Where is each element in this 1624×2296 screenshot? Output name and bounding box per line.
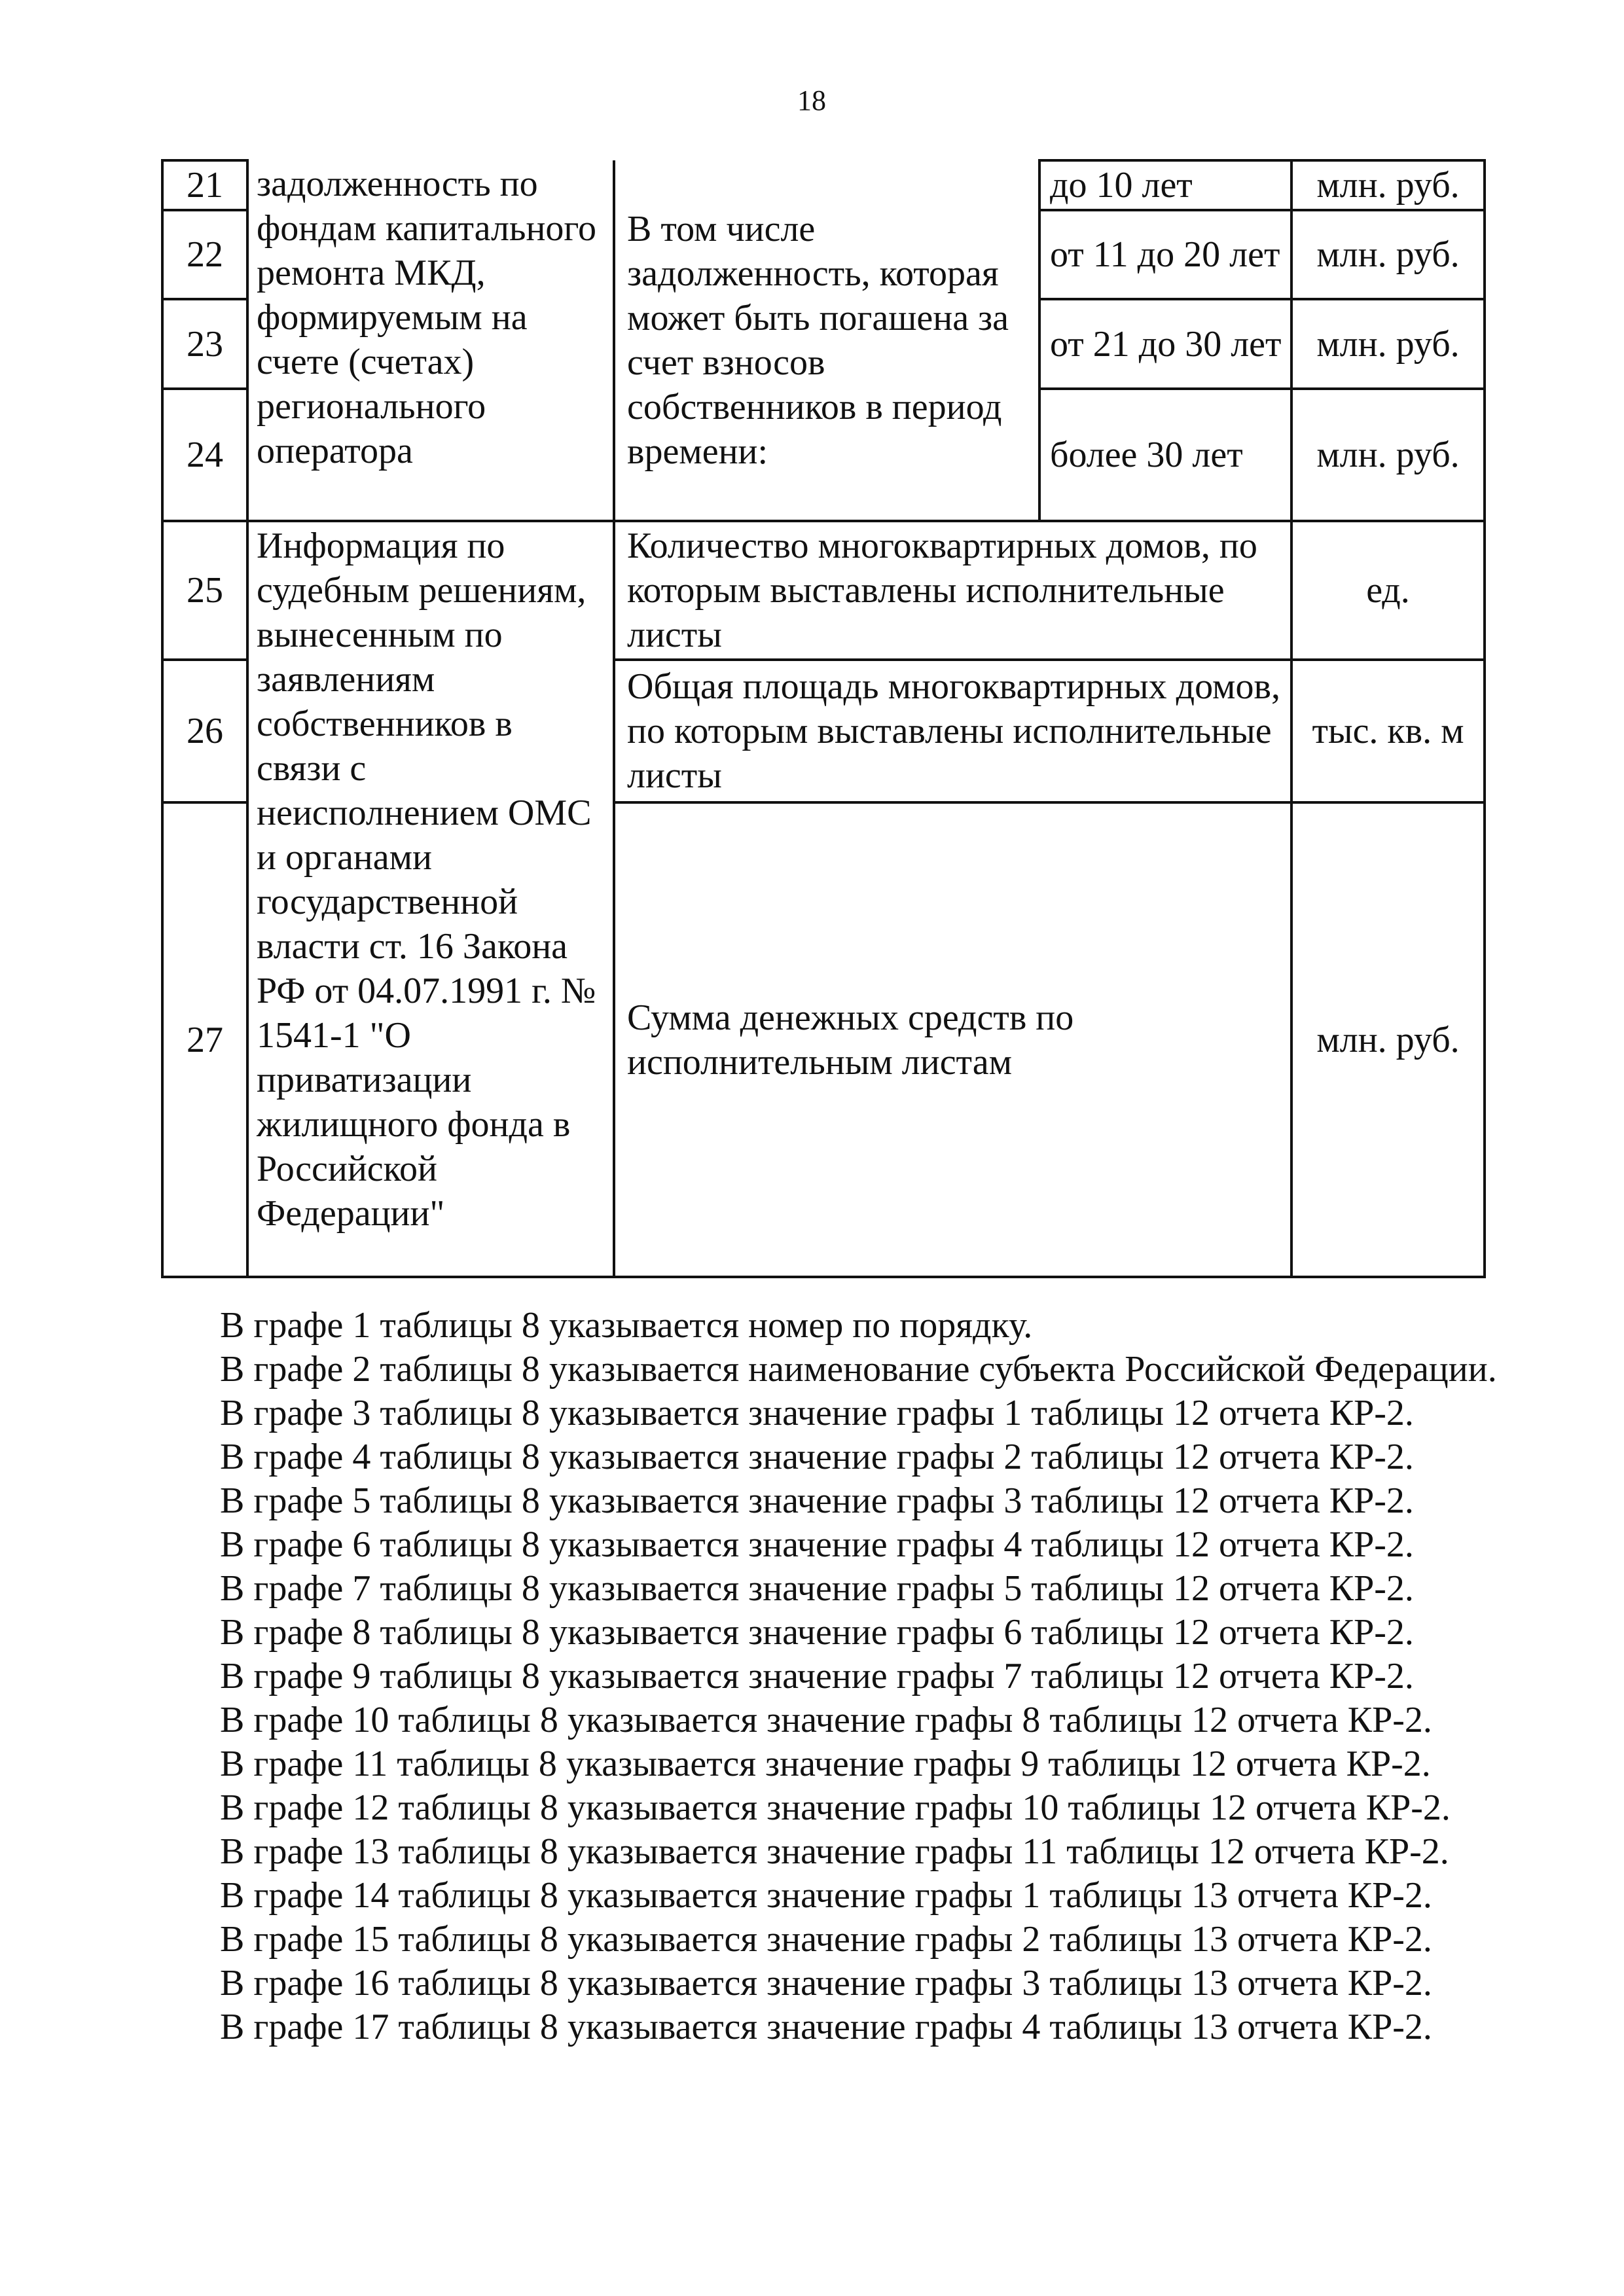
debt-middle-cell: В том числе задолженность, которая может быть погашена за счет взносов собственников в период времени: [614, 160, 1039, 521]
row-number: 22 [162, 210, 247, 299]
paragraph: В графе 12 таблицы 8 указывается значение графы 10 таблицы 12 отчета КР-2. [220, 1787, 1451, 1828]
table-row [162, 521, 1485, 660]
court-description-cell: Информация по судебным решениям, вынесенным по заявлениям собственников в связи с неисполнением ОМС и органами государственной власти ст. 16 Закона РФ от 04.07.1991 г. № 1541-1 "О приватизации жилищного фонда в Российской Федерации" [247, 521, 614, 1277]
paragraph: В графе 10 таблицы 8 указывается значение графы 8 таблицы 12 отчета КР-2. [220, 1700, 1432, 1740]
period-cell: от 11 до 20 лет [1039, 210, 1291, 299]
indicator-cell: Количество многоквартирных домов, по которым выставлены исполнительные листы [614, 521, 1291, 660]
row-number: 26 [162, 660, 247, 802]
indicator-cell: Сумма денежных средств по исполнительным листам [614, 802, 1291, 1277]
paragraph: В графе 6 таблицы 8 указывается значение графы 4 таблицы 12 отчета КР-2. [220, 1524, 1414, 1565]
period-cell: от 21 до 30 лет [1039, 299, 1291, 389]
unit-cell: млн. руб. [1291, 210, 1485, 299]
paragraph: В графе 15 таблицы 8 указывается значение графы 2 таблицы 13 отчета КР-2. [220, 1919, 1432, 1960]
paragraph: В графе 3 таблицы 8 указывается значение графы 1 таблицы 12 отчета КР-2. [220, 1393, 1414, 1433]
paragraph: В графе 5 таблицы 8 указывается значение графы 3 таблицы 12 отчета КР-2. [220, 1480, 1414, 1521]
period-cell: более 30 лет [1039, 389, 1291, 521]
indicators-table [161, 159, 1486, 1278]
paragraph: В графе 17 таблицы 8 указывается значение графы 4 таблицы 13 отчета КР-2. [220, 2007, 1432, 2047]
table-row [162, 160, 1485, 210]
paragraph: В графе 4 таблицы 8 указывается значение графы 2 таблицы 12 отчета КР-2. [220, 1437, 1414, 1477]
row-number: 24 [162, 389, 247, 521]
unit-cell: млн. руб. [1291, 389, 1485, 521]
unit-cell: млн. руб. [1291, 299, 1485, 389]
paragraph: В графе 11 таблицы 8 указывается значение графы 9 таблицы 12 отчета КР-2. [220, 1744, 1431, 1784]
unit-cell: млн. руб. [1291, 802, 1485, 1277]
indicator-cell: Общая площадь многоквартирных домов, по которым выставлены исполнительные листы [614, 660, 1291, 802]
paragraph: В графе 2 таблицы 8 указывается наименование субъекта Российской Федерации. [220, 1349, 1497, 1390]
paragraph: В графе 9 таблицы 8 указывается значение графы 7 таблицы 12 отчета КР-2. [220, 1656, 1414, 1696]
unit-cell: ед. [1291, 521, 1485, 660]
unit-cell: млн. руб. [1291, 160, 1485, 210]
row-number: 25 [162, 521, 247, 660]
page-number: 18 [797, 84, 826, 117]
paragraph: В графе 16 таблицы 8 указывается значение графы 3 таблицы 13 отчета КР-2. [220, 1963, 1432, 2003]
row-number: 27 [162, 802, 247, 1277]
row-number: 23 [162, 299, 247, 389]
row-number: 21 [162, 160, 247, 210]
paragraph: В графе 1 таблицы 8 указывается номер по порядку. [220, 1305, 1033, 1346]
paragraph: В графе 13 таблицы 8 указывается значение графы 11 таблицы 12 отчета КР-2. [220, 1831, 1449, 1872]
explanatory-text [161, 1304, 1502, 2049]
debt-description-cell: задолженность по фондам капитального ремонта МКД, формируемым на счете (счетах) регионального оператора [247, 160, 614, 521]
paragraph: В графе 14 таблицы 8 указывается значение графы 1 таблицы 13 отчета КР-2. [220, 1875, 1432, 1916]
paragraph: В графе 7 таблицы 8 указывается значение графы 5 таблицы 12 отчета КР-2. [220, 1568, 1414, 1609]
paragraph: В графе 8 таблицы 8 указывается значение графы 6 таблицы 12 отчета КР-2. [220, 1612, 1414, 1653]
period-cell: до 10 лет [1039, 160, 1291, 210]
unit-cell: тыс. кв. м [1291, 660, 1485, 802]
